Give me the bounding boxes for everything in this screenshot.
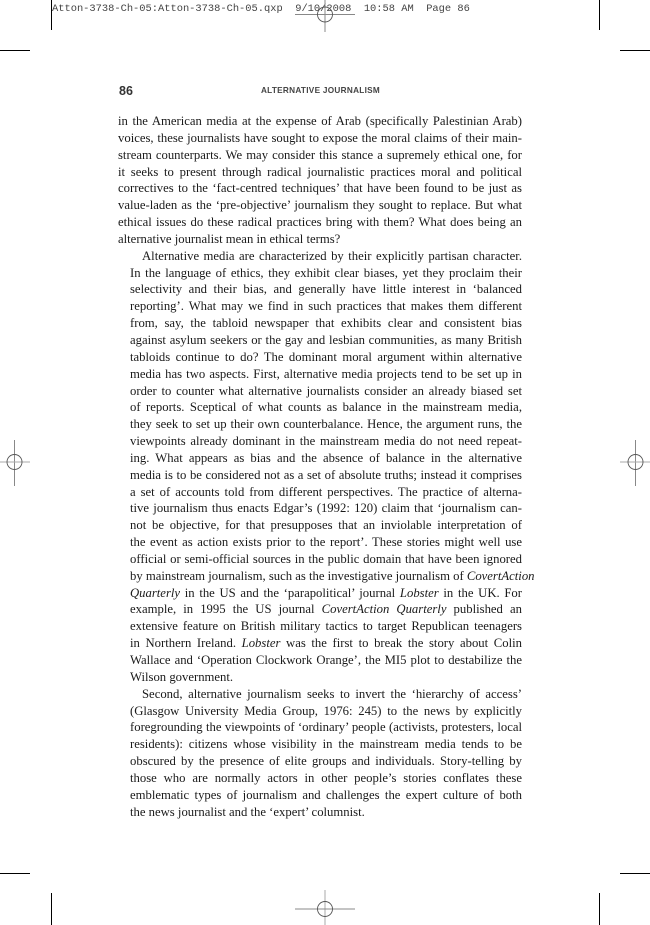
- text-line: stream counterparts. We may consider this stance a supremely ethical one, for: [118, 147, 522, 162]
- slug-file: Atton-3738-Ch-05:Atton-3738-Ch-05.qxp: [52, 3, 283, 15]
- slug-time: 10:58 AM: [363, 3, 414, 15]
- text-line: ethical issues do these radical practices bring with them? What does being an: [118, 215, 522, 230]
- text-line: In the language of ethics, they exhibit clear biases, yet they proclaim their: [130, 265, 522, 280]
- crop-mark-bottom-right-vertical: [599, 893, 600, 925]
- page-number: 86: [119, 84, 133, 98]
- text-line: obscured by the presence of elite groups and individuals. Story-telling by: [130, 754, 522, 769]
- text-line: a set of accounts told from different perspectives. The practice of alterna-: [130, 484, 522, 499]
- running-head: [119, 84, 522, 100]
- text-line: tive journalism thus enacts Edgar’s (1992: 120) claim that ‘journalism can-: [130, 501, 522, 516]
- text-line: in the American media at the expense of Arab (specifically Palestinian Arab): [118, 114, 522, 128]
- text-line: selectivity and their bias, and generally have little interest in ‘balanced: [130, 282, 522, 297]
- paragraph: [118, 113, 522, 248]
- text-line: extensive feature on British military tactics to target Republican teenagers: [130, 619, 522, 634]
- crop-mark-top-right-vertical: [599, 0, 600, 30]
- crop-mark-bottom-right-horizontal: [620, 873, 650, 874]
- text-line: order to counter what alternative journalists consider an already biased set: [130, 383, 522, 398]
- slug-page: Page 86: [426, 3, 470, 15]
- paragraph: [118, 248, 535, 686]
- text-line: Wallace and ‘Operation Clockwork Orange’, the MI5 plot to destabilize the: [130, 653, 522, 667]
- text-line: it seeks to present through radical journalistic practices moral and political: [118, 164, 522, 179]
- text-line: of reports. Sceptical of what counts as balance in the mainstream media,: [130, 400, 522, 415]
- body-text: [118, 113, 535, 820]
- slug-line: [52, 3, 470, 15]
- registration-mark-right-middle: [618, 440, 650, 486]
- registration-mark-bottom-center: [285, 890, 365, 925]
- text-line: ing. What appears as bias and the absence of balance in the alternative: [130, 450, 522, 465]
- text-line: voices, these journalists have sought to expose the moral claims of their main-: [118, 130, 522, 145]
- text-line: from, say, the tabloid newspaper that exhibits clear and consistent bias: [130, 316, 522, 331]
- text-line: foregrounding the viewpoints of ‘ordinary’ people (activists, protesters, local: [130, 720, 522, 735]
- text-line: they seek to set up their own counterbalance. Hence, the argument runs, the: [130, 417, 522, 432]
- text-line: tabloids continue to do? The dominant moral argument within alternative: [130, 349, 522, 364]
- text-line: alternative journalist mean in ethical terms?: [118, 231, 341, 246]
- text-line: correctives to the ‘fact-centred techniques’ that have been found to be just as: [118, 181, 522, 196]
- slug-date: 9/10/2008: [295, 3, 352, 15]
- italic-title: Lobster: [399, 585, 439, 600]
- crop-mark-bottom-left-horizontal: [0, 873, 30, 874]
- text-line: media is to be considered not as a set of absolute truths; instead it comprises: [130, 467, 522, 482]
- text-line: not be objective, for that presupposes that an inviolable interpretation of: [130, 518, 522, 533]
- text-line: the news journalist and the ‘expert’ columnist.: [130, 804, 365, 819]
- text-line: Second, alternative journalism seeks to invert the ‘hierarchy of access’: [142, 686, 522, 701]
- italic-title: CovertAction: [466, 568, 535, 583]
- text-line: emblematic types of journalism and challenges the expert culture of both: [130, 787, 522, 802]
- registration-mark-left-middle: [0, 440, 32, 486]
- text-line: value-laden as the ‘pre-objective’ journalism they sought to replace. But what: [118, 198, 522, 213]
- italic-title: CovertAction Quarterly: [321, 602, 447, 617]
- text-line: viewpoints already dominant in the mainstream media do not need repeat-: [130, 434, 522, 449]
- running-head-title: ALTERNATIVE JOURNALISM: [260, 86, 381, 95]
- crop-mark-bottom-left-vertical: [51, 893, 52, 925]
- text-line: those who are normally actors in other people’s stories conflates these: [130, 770, 522, 785]
- crop-mark-top-right-horizontal: [620, 50, 650, 51]
- text-line: Quarterly in the US and the ‘parapolitical’ journal Lobster in the UK. For: [130, 585, 522, 600]
- crop-mark-top-left-horizontal: [0, 50, 30, 51]
- crop-mark-top-left-vertical: [51, 0, 52, 30]
- text-line: against asylum seekers or the gay and lesbian communities, as many British: [130, 332, 522, 347]
- italic-title: Lobster: [241, 636, 281, 651]
- text-line: media has two aspects. First, alternative media projects tend to be set up in: [130, 366, 522, 381]
- registration-mark-top-center: [285, 0, 365, 32]
- text-line: (Glasgow University Media Group, 1976: 245) to the news by explicitly: [130, 703, 522, 718]
- text-line: Wilson government.: [130, 669, 234, 684]
- text-line: example, in 1995 the US journal CovertAction Quarterly published an: [130, 602, 522, 617]
- italic-title: Quarterly: [130, 585, 181, 600]
- text-line: official or semi-official sources in the public domain that have been ignored: [130, 551, 522, 566]
- text-line: Alternative media are characterized by their explicitly partisan character.: [142, 248, 522, 263]
- text-line: reporting’. What may we find in such practices that makes them different: [130, 299, 522, 314]
- text-line: by mainstream journalism, such as the investigative journalism of CovertAction: [130, 568, 535, 583]
- text-line: the event as action exists prior to the report’. These stories might well use: [130, 535, 522, 550]
- text-line: in Northern Ireland. Lobster was the first to break the story about Colin: [130, 636, 522, 651]
- text-line: residents): citizens whose visibility in the mainstream media tends to be: [130, 737, 522, 752]
- paragraph: [118, 686, 522, 821]
